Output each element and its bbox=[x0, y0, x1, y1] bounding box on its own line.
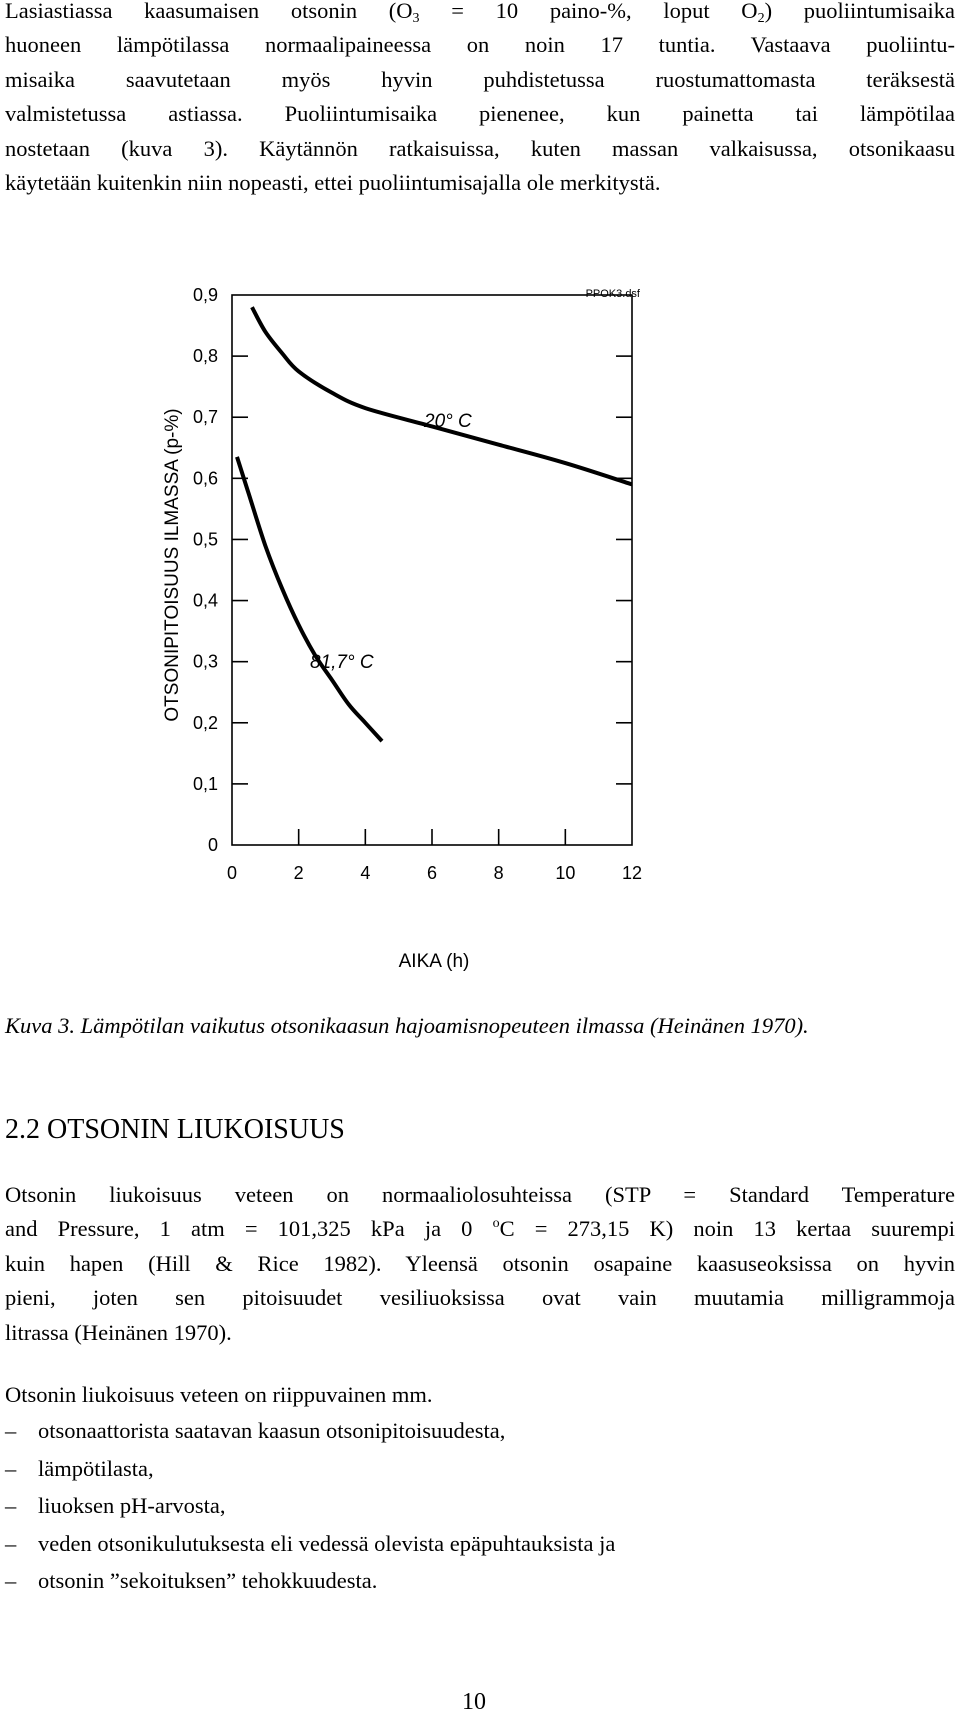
list-dash: – bbox=[5, 1530, 17, 1556]
y-tick-label: 0,9 bbox=[192, 285, 218, 305]
y-tick-label: 0,5 bbox=[192, 529, 218, 550]
intro-line-4: valmistetussa astiassa. Puoliintumisaika pienenee, kun painetta tai lämpötilaa bbox=[5, 101, 955, 127]
list-item-text: veden otsonikulutuksesta eli vedessä olevista epäpuhtauksista ja bbox=[38, 1530, 616, 1556]
x-axis-label: AIKA (h) bbox=[398, 951, 470, 972]
list-item bbox=[5, 1450, 615, 1488]
solubility-paragraph bbox=[5, 1178, 955, 1350]
list-item-text: lämpötilasta, bbox=[38, 1455, 154, 1481]
y-tick-label: 0,6 bbox=[192, 468, 218, 489]
list-item-text: otsonin ”sekoituksen” tehokkuudesta. bbox=[38, 1568, 378, 1593]
series-line-81-7c bbox=[237, 457, 382, 741]
plot-frame bbox=[232, 295, 632, 845]
x-tick-label: 2 bbox=[293, 863, 304, 883]
intro-line-1: Lasiastiassa kaasumaisen otsonin ($O_3 = 10$ paino-%, loput $O_2$) puoliintumisaika bbox=[5, 0, 955, 26]
section-title: OTSONIN LIUKOISUUS bbox=[47, 1114, 345, 1145]
intro-line-5: nostetaan (kuva 3). Käytännön ratkaisuissa, kuten massan valkaisussa, otsonikaasu bbox=[5, 135, 955, 161]
x-tick-label: 6 bbox=[426, 863, 438, 883]
label-81-7c: 81,7° C bbox=[310, 652, 374, 673]
solubility-line-5: litrassa (Heinänen 1970). bbox=[5, 1319, 232, 1345]
x-tick-label: 8 bbox=[493, 863, 504, 883]
x-tick-label: 12 bbox=[621, 863, 643, 883]
section-heading bbox=[5, 1113, 345, 1147]
x-tick-label: 10 bbox=[555, 863, 576, 883]
series-line-20c bbox=[252, 307, 632, 484]
figure-caption: Kuva 3. Lämpötilan vaikutus otsonikaasun hajoamisnopeuteen ilmassa (Heinänen 1970). bbox=[5, 1013, 809, 1038]
intro-line-6: käytetään kuitenkin niin nopeasti, ettei puoliintumisajalla ole merkitystä. bbox=[5, 170, 661, 196]
dependency-list bbox=[5, 1412, 615, 1600]
y-tick-label: 0,3 bbox=[192, 651, 218, 672]
y-axis-label: OTSONIPITOISUUS ILMASSA (p-%) bbox=[162, 408, 183, 722]
list-item bbox=[5, 1412, 615, 1450]
solubility-line-2: and Pressure, 1 atm = 101,325 kPa ja 0 $^o$C = 273,15 K) noin 13 kertaa suurempi bbox=[5, 1216, 955, 1242]
intro-line-3: misaika saavutetaan myös hyvin puhdistetussa ruostumattomasta teräksestä bbox=[5, 66, 955, 92]
y-tick-label: 0,2 bbox=[192, 712, 218, 733]
y-tick-label: 0,8 bbox=[192, 346, 218, 367]
section-number: 2.2 bbox=[5, 1114, 40, 1145]
list-dash: – bbox=[5, 1493, 17, 1518]
solubility-line-1: Otsonin liukoisuus veteen on normaaliolosuhteissa (STP = Standard Temperature bbox=[5, 1182, 955, 1207]
list-item bbox=[5, 1525, 615, 1563]
solubility-line-4: pieni, joten sen pitoisuudet vesiliuoksissa ovat vain muutamia milligrammoja bbox=[5, 1285, 955, 1311]
page-number: 10 bbox=[462, 1689, 486, 1715]
list-dash: – bbox=[5, 1418, 17, 1443]
solubility-line-3: kuin hapen (Hill & Rice 1982). Yleensä otsonin osapaine kaasuseoksissa on hyvin bbox=[5, 1250, 955, 1276]
label-20c: 20° C bbox=[424, 411, 472, 432]
list-item-text: liuoksen pH-arvosta, bbox=[38, 1493, 226, 1518]
list-intro bbox=[5, 1378, 955, 1412]
y-tick-label: 0,4 bbox=[192, 590, 218, 611]
list-item bbox=[5, 1562, 615, 1600]
ozone-decay-chart bbox=[0, 250, 960, 990]
chart-svg bbox=[0, 250, 960, 990]
x-tick-label: 0 bbox=[226, 863, 238, 883]
y-tick-label: 0,1 bbox=[192, 773, 218, 794]
list-item bbox=[5, 1487, 615, 1525]
x-tick-label: 4 bbox=[360, 863, 371, 883]
intro-line-2: huoneen lämpötilassa normaalipaineessa on noin 17 tuntia. Vastaava puoliintu- bbox=[5, 32, 955, 58]
y-tick-label: 0 bbox=[207, 835, 218, 855]
list-intro-text: Otsonin liukoisuus veteen on riippuvainen mm. bbox=[5, 1382, 433, 1407]
y-tick-label: 0,7 bbox=[192, 407, 218, 428]
list-dash: – bbox=[5, 1568, 17, 1593]
list-item-text: otsonaattorista saatavan kaasun otsonipitoisuudesta, bbox=[38, 1418, 506, 1443]
file-tag: PPOK3.dsf bbox=[585, 288, 640, 300]
intro-paragraph bbox=[5, 0, 955, 200]
list-dash: – bbox=[5, 1455, 17, 1481]
